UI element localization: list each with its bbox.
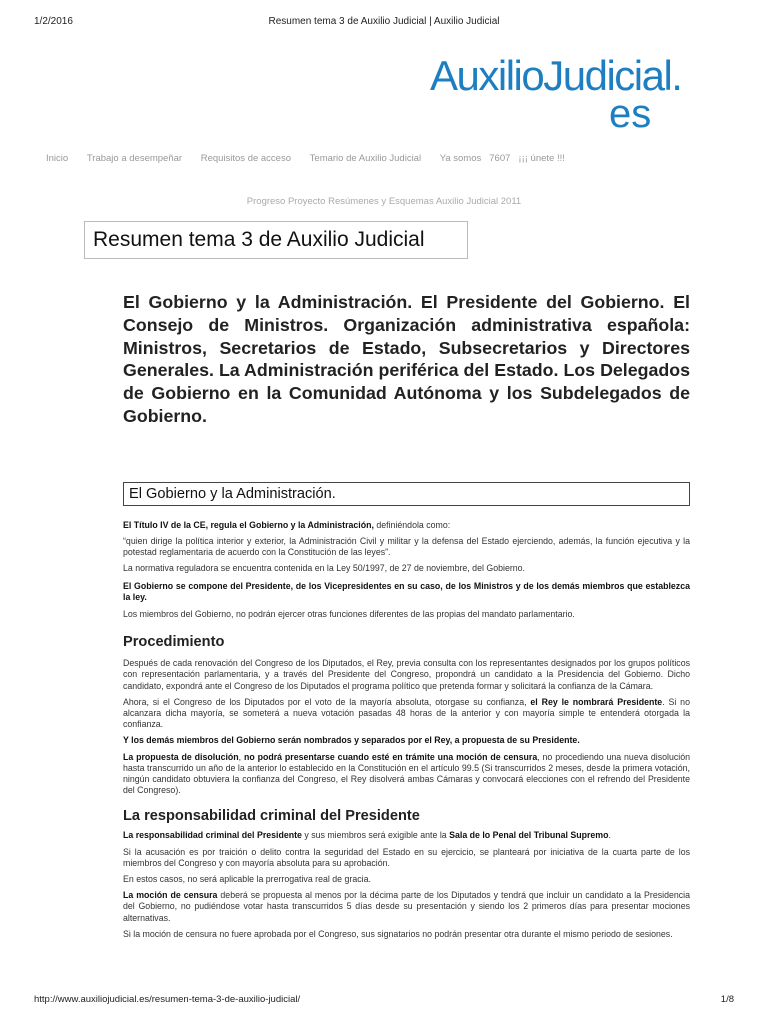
- print-url: http://www.auxiliojudicial.es/resumen-tema-3-de-auxilio-judicial/: [34, 994, 301, 1005]
- member-count-label: Ya somos: [439, 153, 482, 164]
- paragraph: [123, 697, 690, 731]
- logo-text-es: es: [609, 92, 652, 136]
- paragraph: Después de cada renovación del Congreso de los Diputados, el Rey, previa consulta con los representantes designados por los grupos políticos con representación parlamentaria, y a través del Presidente del Congreso, propondrá un candidato a la Presidencia del Gobierno. Dicho candidato, expondrá ante el Congreso de los Diputados el programa político que pretenda formar y solicitará la confianza de la Cámara.: [123, 658, 690, 691]
- join-link[interactable]: ¡¡¡ únete !!!: [518, 153, 565, 164]
- text: .: [608, 830, 611, 841]
- page-title: Resumen tema 3 de Auxilio Judicial: [84, 221, 468, 259]
- nav-item-trabajo[interactable]: Trabajo a desempeñar: [86, 153, 183, 164]
- paragraph: [123, 890, 690, 924]
- paragraph: [123, 581, 690, 603]
- paragraph: “quien dirige la política interior y exterior, la Administración Civil y militar y la defensa del Estado ejerciendo, además, la función ejecutiva y la potestad reglamentaria de acuerdo con la Constitución de las leyes”.: [123, 535, 690, 558]
- bold-text: El Gobierno se compone del Presidente, de los Vicepresidentes en su caso, de los Ministros y de los demás miembros que establezca la ley.: [123, 580, 690, 602]
- page-number: 1/8: [720, 994, 734, 1005]
- text: Ahora, si el Congreso de los Diputados por el voto de la mayoría absoluta, otorgase su confianza,: [123, 696, 531, 707]
- main-nav: [46, 153, 581, 164]
- bold-text: La moción de censura: [123, 890, 218, 901]
- paragraph: [123, 520, 690, 531]
- text: ,: [238, 751, 244, 762]
- text: deberá se propuesta al menos por la décima parte de los Diputados y tendrá que incluir un candidato a la Presidencia del Gobierno, no pudiéndose votar hasta transcurridos 5 días desde su presentación y siendo los 2 primeros días para presentar mociones alternativas.: [123, 890, 690, 923]
- nav-item-requisitos[interactable]: Requisitos de acceso: [200, 153, 292, 164]
- logo-text-main: AuxilioJudicial.: [430, 52, 682, 99]
- print-title: Resumen tema 3 de Auxilio Judicial | Auxilio Judicial: [268, 16, 500, 27]
- print-header: [0, 16, 768, 30]
- nav-item-temario[interactable]: Temario de Auxilio Judicial: [309, 153, 422, 164]
- paragraph: La normativa reguladora se encuentra contenida en la Ley 50/1997, de 27 de noviembre, del Gobierno.: [123, 563, 525, 574]
- text: , no procediendo una nueva disolución hasta transcurrido un año de la anterior lo establecido en la Constitución en el artículo 99.5 (Si transcurridos 2 meses, desde la primera votación, ningún candidato obtuviera la confianza del Congreso, el Rey disolverá ambas Cámaras y convocará elecciones con el refrendo del Presidente del Congreso).: [123, 751, 691, 796]
- site-logo[interactable]: [430, 52, 700, 136]
- bold-text: el Rey le nombrará Presidente: [530, 696, 663, 707]
- paragraph: [123, 830, 690, 841]
- paragraph: [123, 735, 690, 746]
- member-count: 7607: [489, 153, 511, 164]
- nav-item-inicio[interactable]: Inicio: [46, 153, 69, 164]
- bold-text: La responsabilidad criminal del Presidente: [123, 830, 302, 841]
- section-title-gobierno: El Gobierno y la Administración.: [123, 482, 690, 506]
- bold-text: Sala de lo Penal del Tribunal Supremo: [449, 830, 609, 841]
- text: y sus miembros será exigible ante la: [301, 830, 450, 841]
- section-title-procedimiento: Procedimiento: [123, 634, 225, 651]
- bold-text: Y los demás miembros del Gobierno serán nombrados y separados por el Rey, a propuesta de su Presidente.: [123, 735, 580, 746]
- article-content: [123, 291, 690, 940]
- article-heading: El Gobierno y la Administración. El Presidente del Gobierno. El Consejo de Ministros. Organización administrativa española: Ministros, Secretarios de Estado, Subsecretarios y Directores Generales. La Administración periférica del Estado. Los Delegados de Gobierno en la Comunidad Autónoma y los Subdelegados de Gobierno.: [123, 292, 690, 426]
- paragraph: En estos casos, no será aplicable la prerrogativa real de gracia.: [123, 874, 371, 885]
- print-date: 1/2/2016: [34, 16, 73, 27]
- progress-link[interactable]: Progreso Proyecto Resúmenes y Esquemas Auxilio Judicial 2011: [246, 196, 522, 207]
- text: definiéndola como:: [373, 519, 451, 530]
- section-title-responsabilidad: La responsabilidad criminal del Presidente: [123, 808, 420, 825]
- paragraph: Si la moción de censura no fuere aprobada por el Congreso, sus signatarios no podrán presentar otra durante el mismo periodo de sesiones.: [123, 928, 673, 939]
- paragraph: Los miembros del Gobierno, no podrán ejercer otras funciones diferentes de las propias del mandato parlamentario.: [123, 609, 575, 619]
- bold-text: La propuesta de disolución: [123, 751, 239, 762]
- paragraph: [123, 752, 690, 797]
- bold-text: El Título IV de la CE, regula el Gobierno y la Administración,: [123, 519, 374, 530]
- paragraph: Si la acusación es por traición o delito contra la seguridad del Estado en su ejercicio, se planteará por iniciativa de la cuarta parte de los miembros del Congreso y con mayoría absoluta para su aprobación.: [123, 846, 690, 868]
- text: . Si no alcanzara dicha mayoría, se someterá a nueva votación pasadas 48 horas de la anterior y con mayoría simple te entenderá otorgada la confianza.: [123, 696, 690, 730]
- bold-text: no podrá presentarse cuando esté en trámite una moción de censura: [244, 751, 538, 762]
